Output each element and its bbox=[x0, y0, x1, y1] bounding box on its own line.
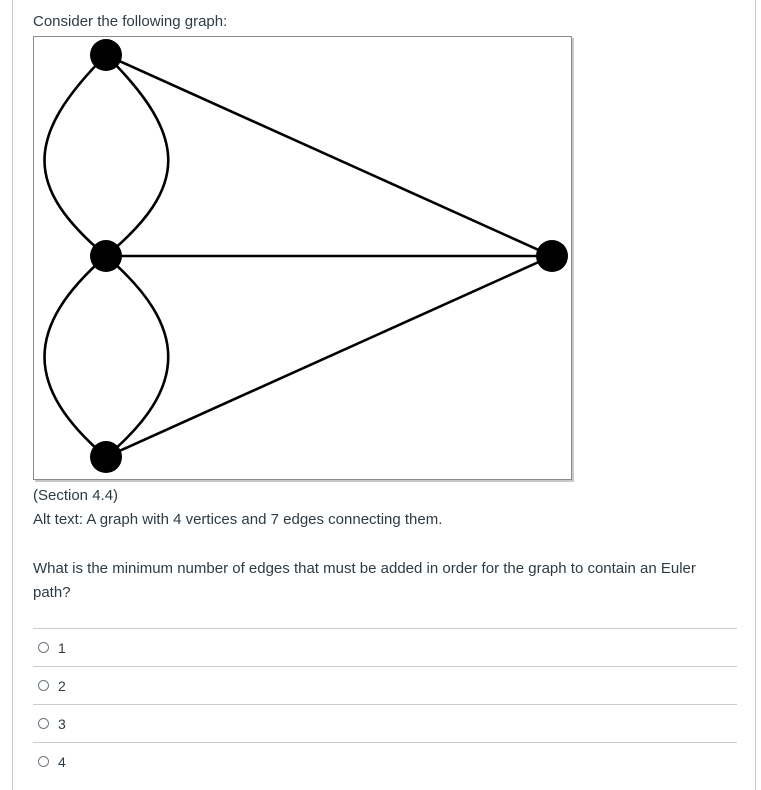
radio-button[interactable] bbox=[38, 718, 49, 729]
question-prompt: What is the minimum number of edges that must be added in order for the graph to contain an Euler path? bbox=[33, 560, 696, 601]
answer-label: 2 bbox=[58, 677, 66, 694]
answer-option-4[interactable] bbox=[33, 742, 737, 780]
graph-edge-middle-bottom-left bbox=[45, 256, 107, 457]
graph-edge-middle-bottom-right bbox=[106, 256, 168, 457]
answer-label: 4 bbox=[58, 753, 66, 770]
question-intro: Consider the following graph: bbox=[33, 13, 228, 30]
answer-label: 1 bbox=[58, 639, 66, 656]
graph-edge-top-right bbox=[106, 55, 552, 256]
graph-figure bbox=[33, 36, 572, 480]
graph-svg bbox=[34, 37, 571, 479]
answer-option-1[interactable] bbox=[33, 628, 737, 666]
radio-button[interactable] bbox=[38, 680, 49, 691]
answer-option-3[interactable] bbox=[33, 704, 737, 742]
graph-edge-top-middle-right bbox=[106, 55, 168, 256]
answer-list bbox=[33, 628, 737, 780]
answer-option-2[interactable] bbox=[33, 666, 737, 704]
section-reference: (Section 4.4) bbox=[33, 487, 119, 504]
graph-vertex-top bbox=[90, 39, 122, 71]
graph-vertex-bottom bbox=[90, 441, 122, 473]
graph-edge-bottom-right bbox=[106, 256, 552, 457]
radio-button[interactable] bbox=[38, 642, 49, 653]
graph-alt-text: Alt text: A graph with 4 vertices and 7 edges connecting them. bbox=[33, 511, 443, 528]
graph-vertex-middle bbox=[90, 240, 122, 272]
radio-button[interactable] bbox=[38, 756, 49, 767]
graph-vertex-right bbox=[536, 240, 568, 272]
graph-edge-top-middle-left bbox=[45, 55, 107, 256]
answer-label: 3 bbox=[58, 715, 66, 732]
